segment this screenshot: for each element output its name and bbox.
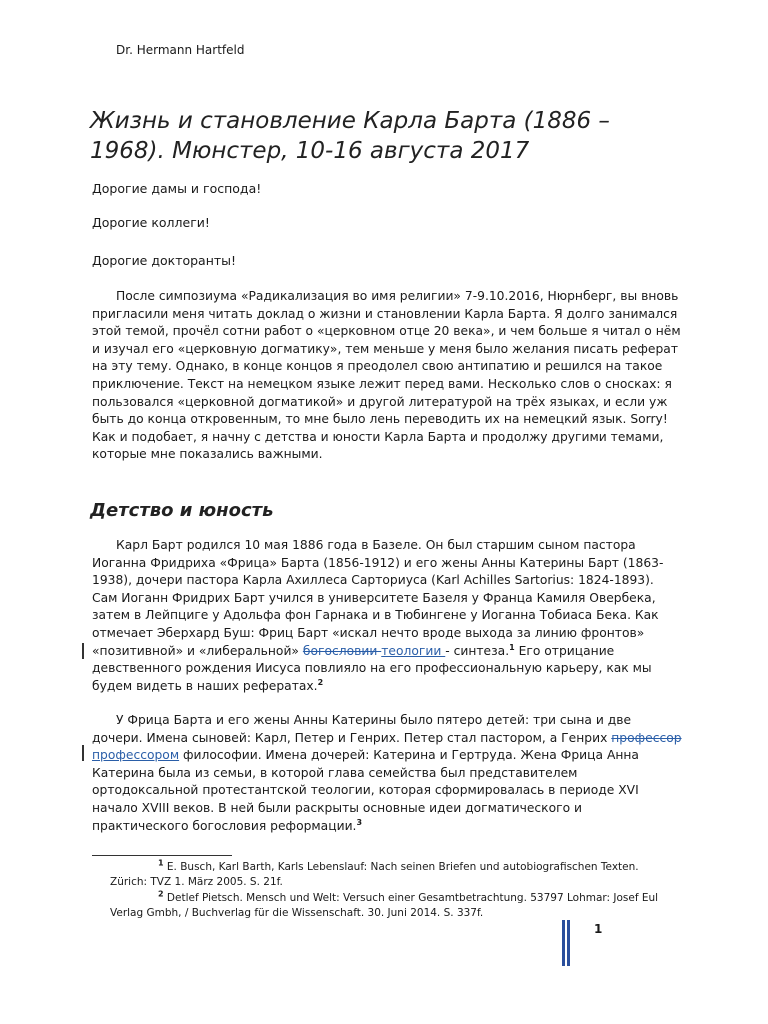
footnote [110, 891, 670, 922]
greeting-line: Дорогие дамы и господа! [92, 181, 262, 196]
intro-paragraph [92, 288, 682, 464]
intro-text: После симпозиума «Радикализация во имя религии» 7-9.10.2016, Нюрнберг, вы вновь пригласили меня читать доклад о жизни и становлении Карла Барта. Я долго занимался этой темой, прочёл сотни работ о «церковном отце 20 века», и чем больше я читал о нём и изучал его «церковную догматику», тем меньше у меня было желания писать реферат на эту тему. Однако, в конце концов я преодолел свою антипатию и решился на такое приключение. Текст на немецком языке лежит перед вами. Несколько слов о сносках: я пользовался «церковной догматикой» и другой литературой на трёх языках, и если уж быть до конца откровенным, то мне было лень переводить их на немецкий язык. Sorry! Как и подобает, я начну с детства и юности Карла Барта и продолжу другими темами, которые мне показались важными. [92, 289, 681, 462]
inserted-revision[interactable]: теологии [381, 643, 446, 658]
greeting-line: Дорогие докторанты! [92, 253, 237, 268]
footnote-text: Detlef Pietsch. Mensch und Welt: Versuch einer Gesamtbetrachtung. 53797 Lohmar: Josef Eul Verlag Gmbh, / Buchverlag für die Wissenschaft. 30. Juni 2014. S. 337f. [110, 891, 659, 920]
para2-text: У Фрица Барта и его жены Анны Катерины было пятеро детей: три сына и две дочери. Имена сыновей: Карл, Петер и Генрих. Петер стал пастором, а Генрих [92, 713, 632, 745]
inserted-revision[interactable]: профессором [92, 748, 180, 763]
family-paragraph [92, 712, 682, 835]
greeting-line: Дорогие коллеги! [92, 215, 210, 230]
para1-text: Его отрицание девственного рождения Иисуса повлияло на его профессиональную карьеру, как мы будем видеть в наших рефератах. [92, 643, 652, 693]
childhood-paragraph [92, 537, 682, 695]
para1-text: - синтеза. [445, 643, 510, 658]
revision-change-bar [82, 745, 84, 761]
revision-change-bar [82, 643, 84, 659]
footnote-separator [92, 855, 232, 856]
author-header: Dr. Hermann Hartfeld [116, 43, 245, 57]
page-number: 1 [594, 922, 603, 936]
footnote-ref[interactable]: 1 [509, 642, 515, 652]
footnote [110, 860, 670, 891]
footnotes [110, 860, 670, 922]
footnote-text: E. Busch, Karl Barth, Karls Lebenslauf: Nach seinen Briefen und autobiografischen Texten. Zürich: TVZ 1. März 2005. S. 21f. [110, 861, 639, 889]
deleted-revision[interactable]: профессор [611, 730, 682, 745]
footnote-ref[interactable]: 3 [356, 817, 363, 827]
footnote-ref[interactable]: 2 [317, 677, 324, 687]
para2-text: философии. Имена дочерей: Катерина и Гертруда. Жена Фрица Анна Катерина была из семьи, в которой глава семейства был представителем ортодоксальной протестантской теологии, которая сформировалась в периоде XVI начало XVIII веков. В ней были раскрыты основные идеи догматического и практического богословия реформации. [92, 748, 639, 833]
para1-text: Карл Барт родился 10 мая 1886 года в Базеле. Он был старшим сыном пастора Иоганна Фридриха «Фрица» Барта (1856-1912) и его жены Анны Катерины Барт (1863-1938), дочери пастора Карла Ахиллеса Сарториуса (Karl Achilles Sartorius: 1824-1893). Сам Иоганн Фридрих Барт учился в университете Базеля у Франца Камиля Овербека, затем в Лейпциге у Адольфа фон Гарнака и в Тюбингене у Иоганна Тобиаса Бека. Как отмечает Эберхард Буш: Фриц Барт «искал нечто вроде выхода за линию фронтов» «позитивной» и «либеральной» [92, 538, 664, 658]
deleted-revision[interactable]: богословии [302, 643, 382, 658]
section-heading: Детство и юность [90, 500, 274, 521]
page-number-bar [567, 920, 570, 966]
document-title: Жизнь и становление Карла Барта (1886 – 1968). Мюнстер, 10-16 августа 2017 [90, 108, 610, 164]
footnote-number: 2 [158, 889, 164, 899]
page-number-bar [562, 920, 565, 966]
footnote-number: 1 [158, 858, 164, 868]
